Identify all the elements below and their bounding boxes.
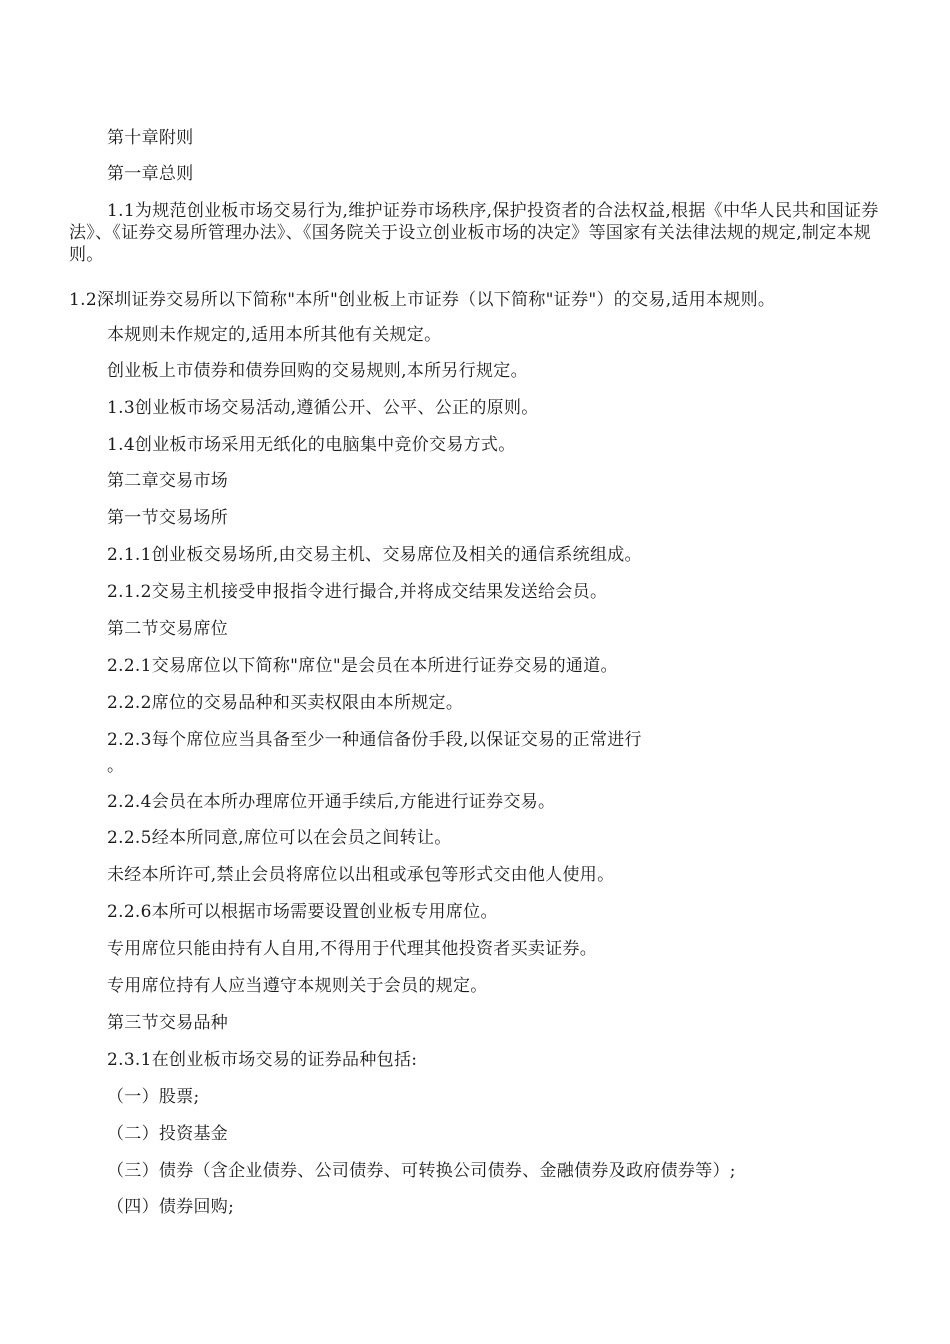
list-item: （一）股票; (107, 1087, 200, 1107)
paragraph: 专用席位持有人应当遵守本规则关于会员的规定。 (107, 976, 488, 996)
list-item: （三）债券（含企业债券、公司债券、可转换公司债券、金融债券及政府债券等）; (107, 1161, 736, 1181)
paragraph: 专用席位只能由持有人自用,不得用于代理其他投资者买卖证券。 (107, 939, 598, 959)
paragraph: 1.4创业板市场采用无纸化的电脑集中竞价交易方式。 (107, 435, 516, 455)
paragraph: 创业板上市债券和债券回购的交易规则,本所另行规定。 (107, 361, 528, 381)
paragraph: 未经本所许可,禁止会员将席位以出租或承包等形式交由他人使用。 (107, 865, 615, 885)
chapter-heading: 第十章附则 (107, 128, 194, 148)
chapter-heading: 第一章总则 (107, 164, 194, 184)
list-item: （二）投资基金 (107, 1124, 229, 1144)
paragraph: 2.2.3每个席位应当具备至少一种通信备份手段,以保证交易的正常进行 (107, 730, 642, 750)
paragraph-continuation: 。 (107, 756, 125, 776)
paragraph: 1.1为规范创业板市场交易行为,维护证券市场秩序,保护投资者的合法权益,根据《中华人民共和国证券法》、《证券交易所管理办法》、《国务院关于设立创业板市场的决定》等国家有关法律法规的规定,制定本规则。 (69, 201, 879, 265)
paragraph: 本规则未作规定的,适用本所其他有关规定。 (107, 325, 442, 345)
paragraph: 2.2.2席位的交易品种和买卖权限由本所规定。 (107, 693, 464, 713)
paragraph: 2.2.1交易席位以下简称"席位"是会员在本所进行证券交易的通道。 (107, 656, 618, 676)
paragraph: 2.2.4会员在本所办理席位开通手续后,方能进行证券交易。 (107, 792, 556, 812)
list-item: （四）债券回购; (107, 1197, 235, 1217)
paragraph: 2.1.2交易主机接受申报指令进行撮合,并将成交结果发送给会员。 (107, 582, 608, 602)
paragraph: 1.3创业板市场交易活动,遵循公开、公平、公正的原则。 (107, 398, 539, 418)
paragraph: 1.2深圳证券交易所以下简称"本所"创业板上市证券（以下简称"证券"）的交易,适用本规则。 (69, 290, 776, 310)
section-heading: 第三节交易品种 (107, 1013, 229, 1033)
section-heading: 第一节交易场所 (107, 508, 229, 528)
chapter-heading: 第二章交易市场 (107, 471, 229, 491)
paragraph: 2.1.1创业板交易场所,由交易主机、交易席位及相关的通信系统组成。 (107, 545, 642, 565)
section-heading: 第二节交易席位 (107, 619, 229, 639)
paragraph: 2.2.6本所可以根据市场需要设置创业板专用席位。 (107, 902, 498, 922)
paragraph: 2.3.1在创业板市场交易的证券品种包括: (107, 1050, 418, 1070)
paragraph: 2.2.5经本所同意,席位可以在会员之间转让。 (107, 828, 452, 848)
